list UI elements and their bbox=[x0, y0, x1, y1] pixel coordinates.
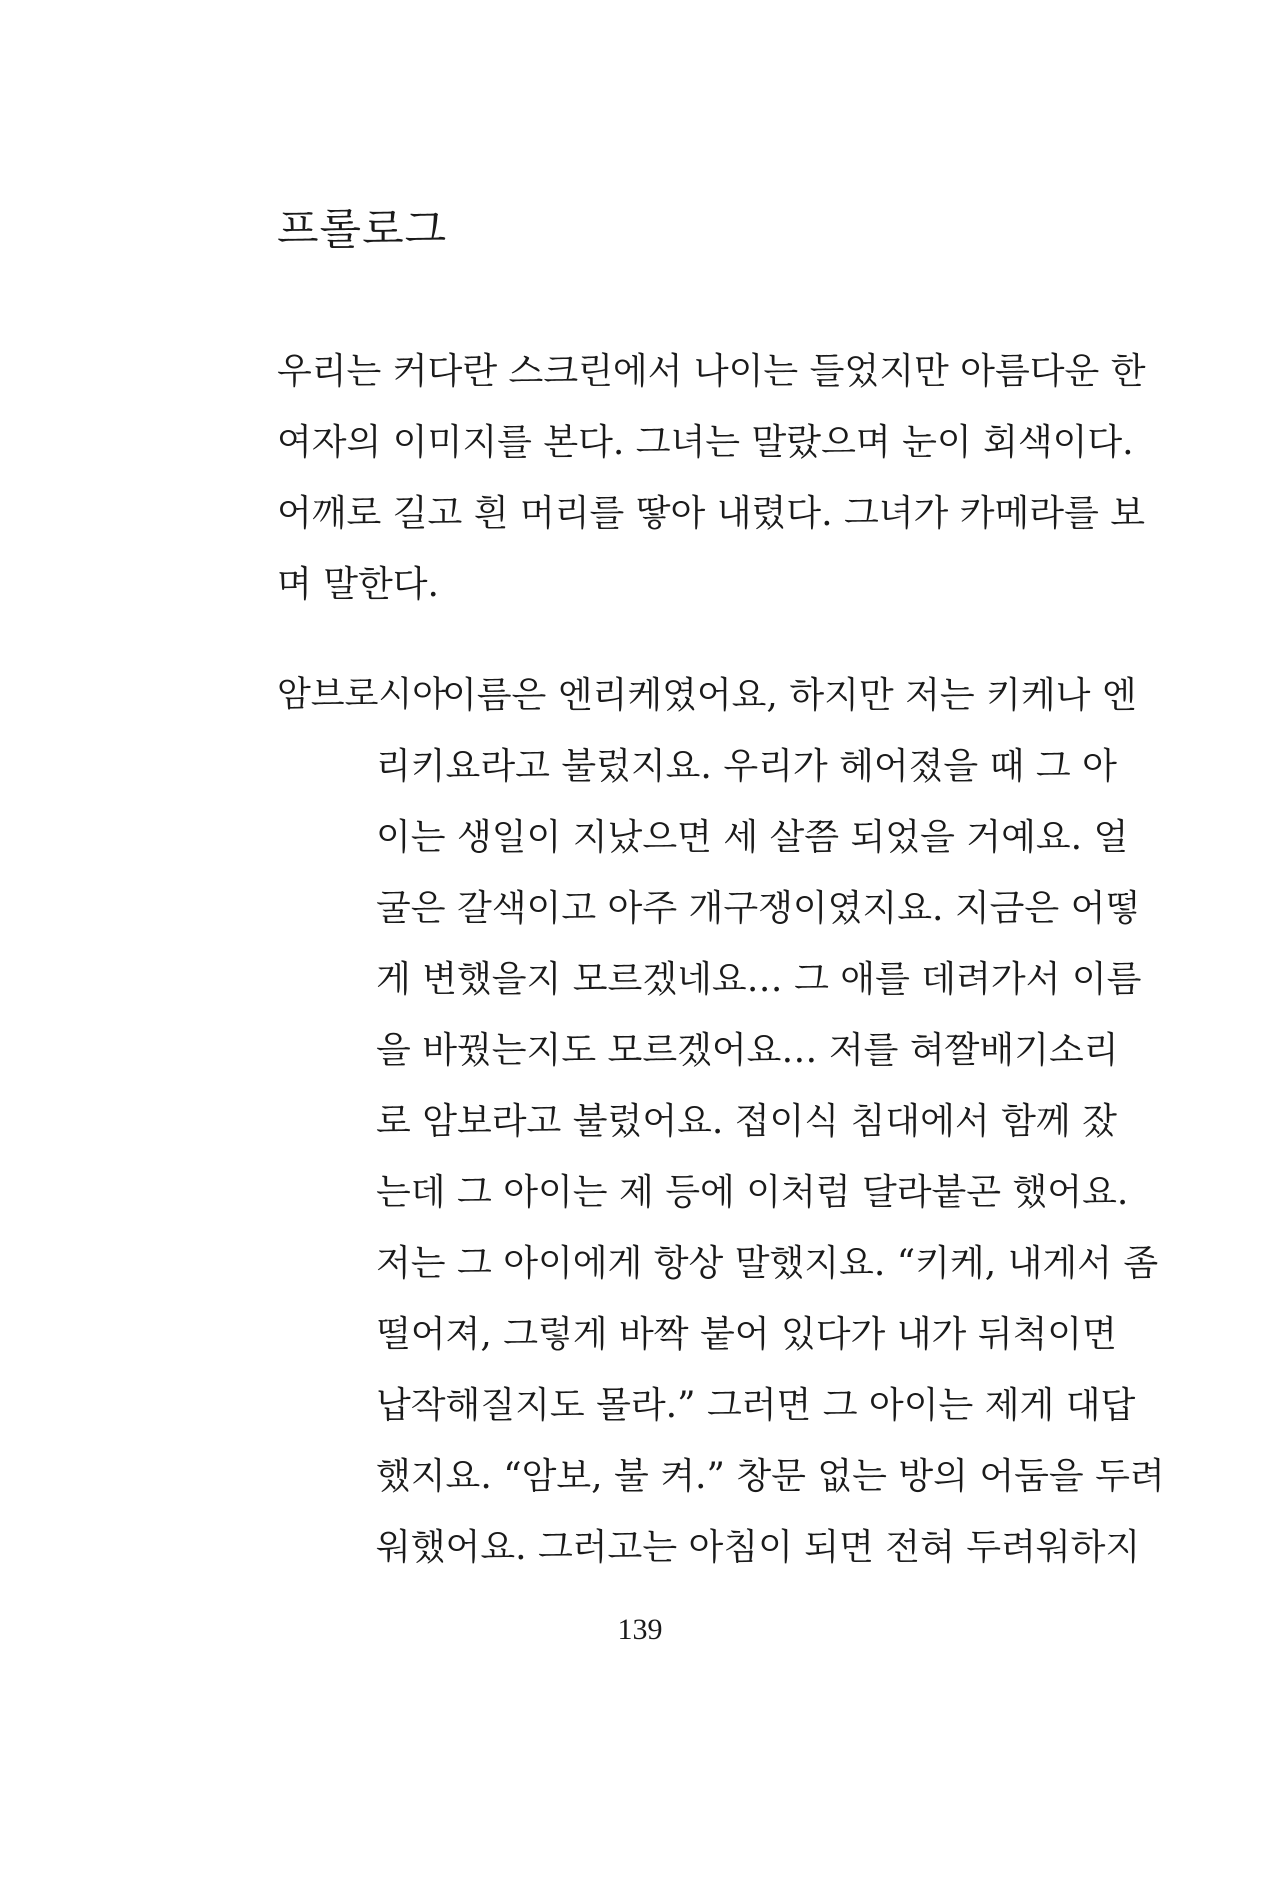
intro-line: 여자의 이미지를 본다. 그녀는 말랐으며 눈이 회색이다. bbox=[277, 422, 1134, 463]
speech-line: 워했어요. 그러고는 아침이 되면 전혀 두려워하지 bbox=[376, 1527, 1141, 1568]
speech-line: 했지요. “암보, 불 켜.” 창문 없는 방의 어둠을 두려 bbox=[376, 1456, 1165, 1497]
intro-line: 우리는 커다란 스크린에서 나이는 들었지만 아름다운 한 bbox=[277, 351, 1146, 392]
speech-paragraph bbox=[376, 731, 1165, 1583]
intro-line: 며 말한다. bbox=[277, 564, 439, 605]
speech-line: 이는 생일이 지났으면 세 살쯤 되었을 거예요. 얼 bbox=[376, 817, 1129, 858]
speech-line: 이름은 엔리케였어요, 하지만 저는 키케나 엔 bbox=[442, 675, 1137, 716]
speech-line: 떨어져, 그렇게 바짝 붙어 있다가 내가 뒤척이면 bbox=[376, 1314, 1117, 1355]
speech-line: 납작해질지도 몰라.” 그러면 그 아이는 제게 대답 bbox=[376, 1385, 1136, 1426]
speech-line: 게 변했을지 모르겠네요… 그 애를 데려가서 이름 bbox=[376, 959, 1142, 1000]
speech-line: 는데 그 아이는 제 등에 이처럼 달라붙곤 했어요. bbox=[376, 1172, 1129, 1213]
speech-line: 을 바꿨는지도 모르겠어요… 저를 혀짤배기소리 bbox=[376, 1030, 1119, 1071]
page-number: 139 bbox=[617, 1613, 663, 1646]
intro-paragraph bbox=[277, 336, 1146, 620]
chapter-heading: 프롤로그 bbox=[277, 205, 448, 255]
speech-first-line-block bbox=[442, 660, 1137, 731]
intro-line: 어깨로 길고 흰 머리를 땋아 내렸다. 그녀가 카메라를 보 bbox=[277, 493, 1146, 534]
speaker-name: 암브로시아 bbox=[277, 675, 447, 715]
speech-line: 굴은 갈색이고 아주 개구쟁이였지요. 지금은 어떻 bbox=[376, 888, 1141, 929]
speech-line: 로 암보라고 불렀어요. 접이식 침대에서 함께 잤 bbox=[376, 1101, 1117, 1142]
speech-line: 저는 그 아이에게 항상 말했지요. “키케, 내게서 좀 bbox=[376, 1243, 1159, 1284]
speech-line: 리키요라고 불렀지요. 우리가 헤어졌을 때 그 아 bbox=[376, 746, 1117, 787]
